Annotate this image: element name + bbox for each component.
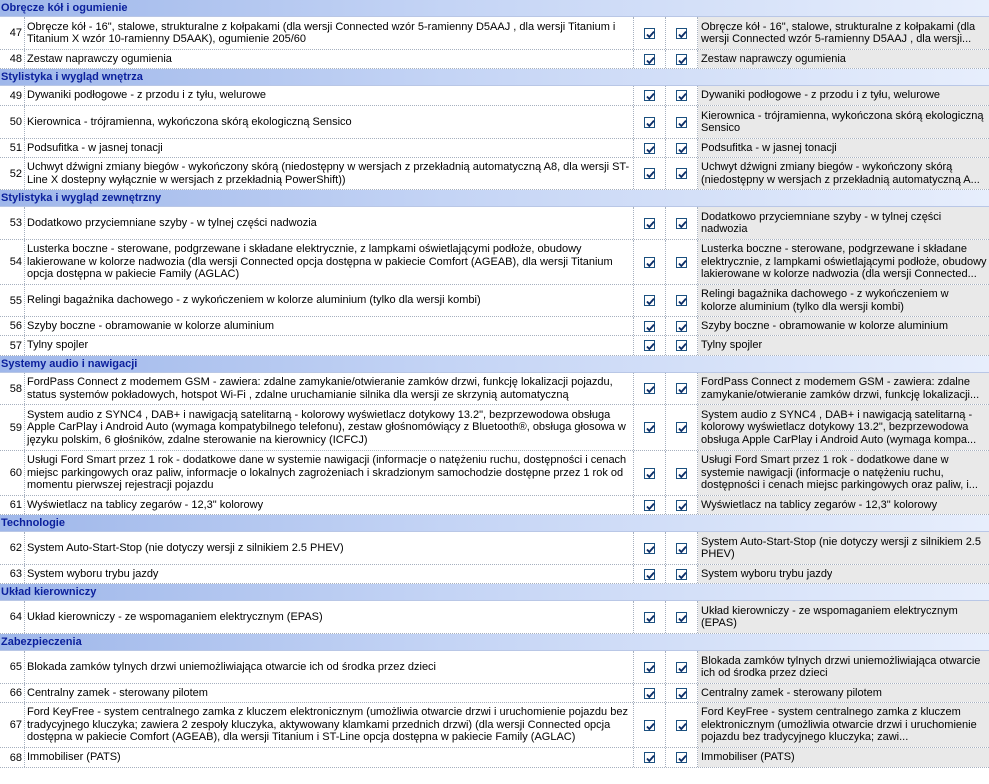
comparison-text: Relingi bagażnika dachowego - z wykończeniem w kolorze aluminium (tylko dla wersji kombi) <box>701 288 949 313</box>
row-number: 58 <box>0 373 25 404</box>
comparison-text: System Auto-Start-Stop (nie dotyczy wersji z silnikiem 2.5 PHEV) <box>701 535 981 560</box>
comparison-text: Dywaniki podłogowe - z przodu i z tyłu, welurowe <box>701 89 941 102</box>
section-header: Układ kierowniczy <box>0 584 989 601</box>
include-checkbox-2[interactable] <box>676 500 687 511</box>
row-number: 54 <box>0 240 25 284</box>
comparison-text: Centralny zamek - sterowany pilotem <box>701 686 882 699</box>
comparison-cell <box>698 50 989 68</box>
comparison-text: Ford KeyFree - system centralnego zamka z kluczem elektronicznym (umożliwia otwarcie drzwi i uruchomienie pojazdu bez tradycyjnego kluczyka; zawi... <box>701 706 977 744</box>
feature-description: Zestaw naprawczy ogumienia <box>25 50 634 68</box>
row-number: 59 <box>0 405 25 450</box>
include-checkbox-2[interactable] <box>676 117 687 128</box>
check-cell-2 <box>666 651 698 683</box>
check-cell-1 <box>634 405 666 450</box>
feature-description: Usługi Ford Smart przez 1 rok - dodatkowe dane w systemie nawigacji (informacje o natężeniu ruchu, dostępności i cenach miejsc parkingowych oraz paliw, informacje o lokalnych zagrożeniach i skradzionym samochodzie dostępne przez 1 rok od momentu pierwszej rejestracji pojazdu <box>25 451 634 495</box>
check-cell-2 <box>666 451 698 495</box>
table-row <box>0 405 989 451</box>
row-number: 50 <box>0 106 25 138</box>
check-cell-2 <box>666 106 698 138</box>
include-checkbox-2[interactable] <box>676 143 687 154</box>
comparison-text: Blokada zamków tylnych drzwi uniemożliwiająca otwarcie ich od środka przez dzieci <box>701 654 981 679</box>
comparison-cell <box>698 139 989 157</box>
check-cell-1 <box>634 50 666 68</box>
comparison-cell <box>698 565 989 583</box>
row-number: 67 <box>0 703 25 747</box>
comparison-cell <box>698 651 989 683</box>
check-cell-2 <box>666 684 698 702</box>
check-cell-2 <box>666 207 698 239</box>
comparison-cell <box>698 240 989 284</box>
check-cell-1 <box>634 684 666 702</box>
check-cell-1 <box>634 86 666 105</box>
comparison-cell <box>698 405 989 450</box>
comparison-text: Tylny spojler <box>701 339 763 352</box>
comparison-text: Usługi Ford Smart przez 1 rok - dodatkowe dane w systemie nawigacji (informacje o natężeniu ruchu, dostępności i cenach miejsc parkingowych oraz paliw, i... <box>701 454 978 492</box>
check-cell-1 <box>634 106 666 138</box>
table-row <box>0 565 989 584</box>
check-cell-2 <box>666 373 698 404</box>
include-checkbox-2[interactable] <box>676 28 687 39</box>
comparison-cell <box>698 317 989 335</box>
comparison-cell <box>698 748 989 767</box>
check-cell-1 <box>634 373 666 404</box>
feature-description: Dodatkowo przyciemniane szyby - w tylnej części nadwozia <box>25 207 634 239</box>
check-cell-2 <box>666 748 698 767</box>
feature-description: Ford KeyFree - system centralnego zamka z kluczem elektronicznym (umożliwia otwarcie drzwi i uruchomienie pojazdu bez tradycyjnego kluczyka; zawiera 2 zespoły kluczyka, aktywowany klamkami przednich drzwi) (dla wersji Connected opcja dostępna w pakiecie Comfort (AGEAB), dla wersji Titanium i ST-Line opcja dostępna w pakiecie Family (AGLAC) <box>25 703 634 747</box>
table-row <box>0 86 989 106</box>
row-number: 68 <box>0 748 25 767</box>
include-checkbox-1[interactable] <box>644 752 655 763</box>
row-number: 66 <box>0 684 25 702</box>
row-number: 55 <box>0 285 25 316</box>
include-checkbox-1[interactable] <box>644 168 655 179</box>
check-cell-2 <box>666 240 698 284</box>
include-checkbox-2[interactable] <box>676 468 687 479</box>
comparison-cell <box>698 373 989 404</box>
comparison-cell <box>698 496 989 514</box>
include-checkbox-1[interactable] <box>644 218 655 229</box>
feature-description: Blokada zamków tylnych drzwi uniemożliwiająca otwarcie ich od środka przez dzieci <box>25 651 634 683</box>
comparison-text: FordPass Connect z modemem GSM - zawiera: zdalne zamykanie/otwieranie zamków drzwi, funkcję lokalizacji... <box>701 376 980 401</box>
check-cell-2 <box>666 285 698 316</box>
check-cell-1 <box>634 601 666 633</box>
check-cell-2 <box>666 496 698 514</box>
comparison-cell <box>698 207 989 239</box>
row-number: 61 <box>0 496 25 514</box>
check-cell-1 <box>634 336 666 355</box>
comparison-text: System audio z SYNC4 , DAB+ i nawigacją satelitarną - kolorowy wyświetlacz dotykowy 13.2", bezprzewodowa obsługa Apple CarPlay i Android Auto (wymaga kompa... <box>701 408 977 446</box>
include-checkbox-1[interactable] <box>644 500 655 511</box>
row-number: 57 <box>0 336 25 355</box>
include-checkbox-1[interactable] <box>644 28 655 39</box>
table-row <box>0 703 989 748</box>
include-checkbox-2[interactable] <box>676 340 687 351</box>
check-cell-2 <box>666 565 698 583</box>
section-header: Zabezpieczenia <box>0 634 989 651</box>
include-checkbox-2[interactable] <box>676 90 687 101</box>
comparison-text: Obręcze kół - 16", stalowe, strukturalne z kołpakami (dla wersji Connected wzór 5-ramienny D5AAJ , dla wersji... <box>701 20 976 45</box>
check-cell-1 <box>634 496 666 514</box>
comparison-cell <box>698 336 989 355</box>
table-row <box>0 373 989 405</box>
feature-description: System audio z SYNC4 , DAB+ i nawigacją satelitarną - kolorowy wyświetlacz dotykowy 13.2", bezprzewodowa obsługa Apple CarPlay i Android Auto (wymaga kompatybilnego telefonu), zestaw głośnomówiący z Bluetooth®, obsługa głosowa w języku polskim, 6 głośników, zdalne sterowanie na kierownicy (ICFCJ) <box>25 405 634 450</box>
check-cell-2 <box>666 86 698 105</box>
comparison-cell <box>698 451 989 495</box>
include-checkbox-2[interactable] <box>676 383 687 394</box>
row-number: 47 <box>0 17 25 49</box>
include-checkbox-1[interactable] <box>644 662 655 673</box>
feature-description: Szyby boczne - obramowanie w kolorze aluminium <box>25 317 634 335</box>
row-number: 64 <box>0 601 25 633</box>
row-number: 56 <box>0 317 25 335</box>
feature-description: Podsufitka - w jasnej tonacji <box>25 139 634 157</box>
include-checkbox-2[interactable] <box>676 612 687 623</box>
check-cell-1 <box>634 651 666 683</box>
feature-description: Uchwyt dźwigni zmiany biegów - wykończony skórą (niedostępny w wersjach z przekładnią automatyczną A8, dla wersji ST-Line X dostepny wyłącznie w wersjach z przekładnią PowerShift)) <box>25 158 634 189</box>
table-row <box>0 451 989 496</box>
include-checkbox-2[interactable] <box>676 295 687 306</box>
row-number: 60 <box>0 451 25 495</box>
check-cell-1 <box>634 317 666 335</box>
check-cell-1 <box>634 565 666 583</box>
comparison-text: Uchwyt dźwigni zmiany biegów - wykończony skórą (niedostępny w wersjach z przekładnią automatyczną A... <box>701 161 980 186</box>
table-row <box>0 496 989 515</box>
comparison-text: Wyświetlacz na tablicy zegarów - 12,3" kolorowy <box>701 498 938 511</box>
include-checkbox-1[interactable] <box>644 422 655 433</box>
table-row <box>0 532 989 565</box>
check-cell-2 <box>666 532 698 564</box>
check-cell-1 <box>634 748 666 767</box>
check-cell-1 <box>634 285 666 316</box>
table-row <box>0 17 989 50</box>
feature-description: Układ kierowniczy - ze wspomaganiem elektrycznym (EPAS) <box>25 601 634 633</box>
include-checkbox-2[interactable] <box>676 569 687 580</box>
include-checkbox-2[interactable] <box>676 422 687 433</box>
comparison-text: Lusterka boczne - sterowane, podgrzewane i składane elektrycznie, z lampkami oświetlającymi podłoże, obudowy lakierowane w kolorze nadwozia (dla wersji Connected... <box>701 243 987 281</box>
check-cell-1 <box>634 451 666 495</box>
include-checkbox-2[interactable] <box>676 257 687 268</box>
section-header: Technologie <box>0 515 989 532</box>
feature-description: Wyświetlacz na tablicy zegarów - 12,3" kolorowy <box>25 496 634 514</box>
include-checkbox-2[interactable] <box>676 168 687 179</box>
table-row <box>0 285 989 317</box>
include-checkbox-1[interactable] <box>644 117 655 128</box>
feature-description: Centralny zamek - sterowany pilotem <box>25 684 634 702</box>
comparison-cell <box>698 684 989 702</box>
check-cell-2 <box>666 17 698 49</box>
include-checkbox-2[interactable] <box>676 321 687 332</box>
include-checkbox-2[interactable] <box>676 752 687 763</box>
check-cell-1 <box>634 139 666 157</box>
check-cell-2 <box>666 158 698 189</box>
table-row <box>0 106 989 139</box>
include-checkbox-1[interactable] <box>644 468 655 479</box>
check-cell-2 <box>666 50 698 68</box>
row-number: 53 <box>0 207 25 239</box>
comparison-text: Układ kierowniczy - ze wspomaganiem elektrycznym (EPAS) <box>701 604 958 629</box>
comparison-cell <box>698 285 989 316</box>
include-checkbox-1[interactable] <box>644 383 655 394</box>
row-number: 49 <box>0 86 25 105</box>
comparison-text: Zestaw naprawczy ogumienia <box>701 52 846 65</box>
feature-description: FordPass Connect z modemem GSM - zawiera: zdalne zamykanie/otwieranie zamków drzwi, funkcję lokalizacji pojazdu, status systemów pokładowych, hotspot Wi-Fi , zdalne uruchamianie silnika dla wersji ze skrzynią automatyczną <box>25 373 634 404</box>
include-checkbox-1[interactable] <box>644 143 655 154</box>
include-checkbox-1[interactable] <box>644 321 655 332</box>
include-checkbox-1[interactable] <box>644 295 655 306</box>
comparison-cell <box>698 106 989 138</box>
include-checkbox-2[interactable] <box>676 218 687 229</box>
table-row <box>0 651 989 684</box>
row-number: 63 <box>0 565 25 583</box>
feature-description: System wyboru trybu jazdy <box>25 565 634 583</box>
table-row <box>0 336 989 356</box>
row-number: 65 <box>0 651 25 683</box>
check-cell-1 <box>634 207 666 239</box>
include-checkbox-2[interactable] <box>676 688 687 699</box>
include-checkbox-2[interactable] <box>676 54 687 65</box>
table-row <box>0 684 989 703</box>
check-cell-2 <box>666 703 698 747</box>
check-cell-1 <box>634 17 666 49</box>
table-row <box>0 139 989 158</box>
check-cell-1 <box>634 532 666 564</box>
feature-description: Lusterka boczne - sterowane, podgrzewane i składane elektrycznie, z lampkami oświetlającymi podłoże, obudowy lakierowane w kolorze nadwozia (dla wersji Connected opcja dostępna w pakiecie Comfort (AGEAB), dla wersji Titanium opcja dostępna w pakiecie Family (AGLAC) <box>25 240 634 284</box>
table-row <box>0 207 989 240</box>
comparison-text: Immobiliser (PATS) <box>701 751 795 764</box>
feature-description: System Auto-Start-Stop (nie dotyczy wersji z silnikiem 2.5 PHEV) <box>25 532 634 564</box>
check-cell-2 <box>666 139 698 157</box>
section-header: Obręcze kół i ogumienie <box>0 0 989 17</box>
check-cell-2 <box>666 405 698 450</box>
section-header: Systemy audio i nawigacji <box>0 356 989 373</box>
feature-description: Tylny spojler <box>25 336 634 355</box>
include-checkbox-2[interactable] <box>676 662 687 673</box>
comparison-text: System wyboru trybu jazdy <box>701 567 833 580</box>
check-cell-1 <box>634 703 666 747</box>
include-checkbox-2[interactable] <box>676 720 687 731</box>
feature-description: Dywaniki podłogowe - z przodu i z tyłu, welurowe <box>25 86 634 105</box>
check-cell-1 <box>634 240 666 284</box>
check-cell-1 <box>634 158 666 189</box>
check-cell-2 <box>666 336 698 355</box>
row-number: 62 <box>0 532 25 564</box>
section-header: Stylistyka i wygląd zewnętrzny <box>0 190 989 207</box>
feature-description: Kierownica - trójramienna, wykończona skórą ekologiczną Sensico <box>25 106 634 138</box>
check-cell-2 <box>666 601 698 633</box>
comparison-cell <box>698 532 989 564</box>
include-checkbox-1[interactable] <box>644 688 655 699</box>
comparison-cell <box>698 703 989 747</box>
include-checkbox-1[interactable] <box>644 543 655 554</box>
include-checkbox-1[interactable] <box>644 257 655 268</box>
feature-description: Relingi bagażnika dachowego - z wykończeniem w kolorze aluminium (tylko dla wersji kombi) <box>25 285 634 316</box>
include-checkbox-1[interactable] <box>644 90 655 101</box>
comparison-cell <box>698 158 989 189</box>
comparison-text: Szyby boczne - obramowanie w kolorze aluminium <box>701 319 948 332</box>
include-checkbox-1[interactable] <box>644 612 655 623</box>
comparison-text: Dodatkowo przyciemniane szyby - w tylnej części nadwozia <box>701 210 942 235</box>
section-header: Stylistyka i wygląd wnętrza <box>0 69 989 86</box>
feature-description: Obręcze kół - 16", stalowe, strukturalne z kołpakami (dla wersji Connected wzór 5-ramienny D5AAJ , dla wersji Titanium i Titanium X wzór 10-ramienny D5AAK), ogumienie 205/60 <box>25 17 634 49</box>
table-row <box>0 240 989 285</box>
include-checkbox-1[interactable] <box>644 569 655 580</box>
table-row <box>0 50 989 69</box>
row-number: 52 <box>0 158 25 189</box>
comparison-text: Podsufitka - w jasnej tonacji <box>701 141 837 154</box>
table-row <box>0 317 989 336</box>
row-number: 51 <box>0 139 25 157</box>
include-checkbox-1[interactable] <box>644 54 655 65</box>
comparison-cell <box>698 17 989 49</box>
feature-description: Immobiliser (PATS) <box>25 748 634 767</box>
include-checkbox-1[interactable] <box>644 720 655 731</box>
table-row <box>0 158 989 190</box>
comparison-cell <box>698 601 989 633</box>
comparison-text: Kierownica - trójramienna, wykończona skórą ekologiczną Sensico <box>701 109 984 134</box>
comparison-cell <box>698 86 989 105</box>
row-number: 48 <box>0 50 25 68</box>
check-cell-2 <box>666 317 698 335</box>
table-row <box>0 601 989 634</box>
include-checkbox-1[interactable] <box>644 340 655 351</box>
table-row <box>0 748 989 768</box>
include-checkbox-2[interactable] <box>676 543 687 554</box>
